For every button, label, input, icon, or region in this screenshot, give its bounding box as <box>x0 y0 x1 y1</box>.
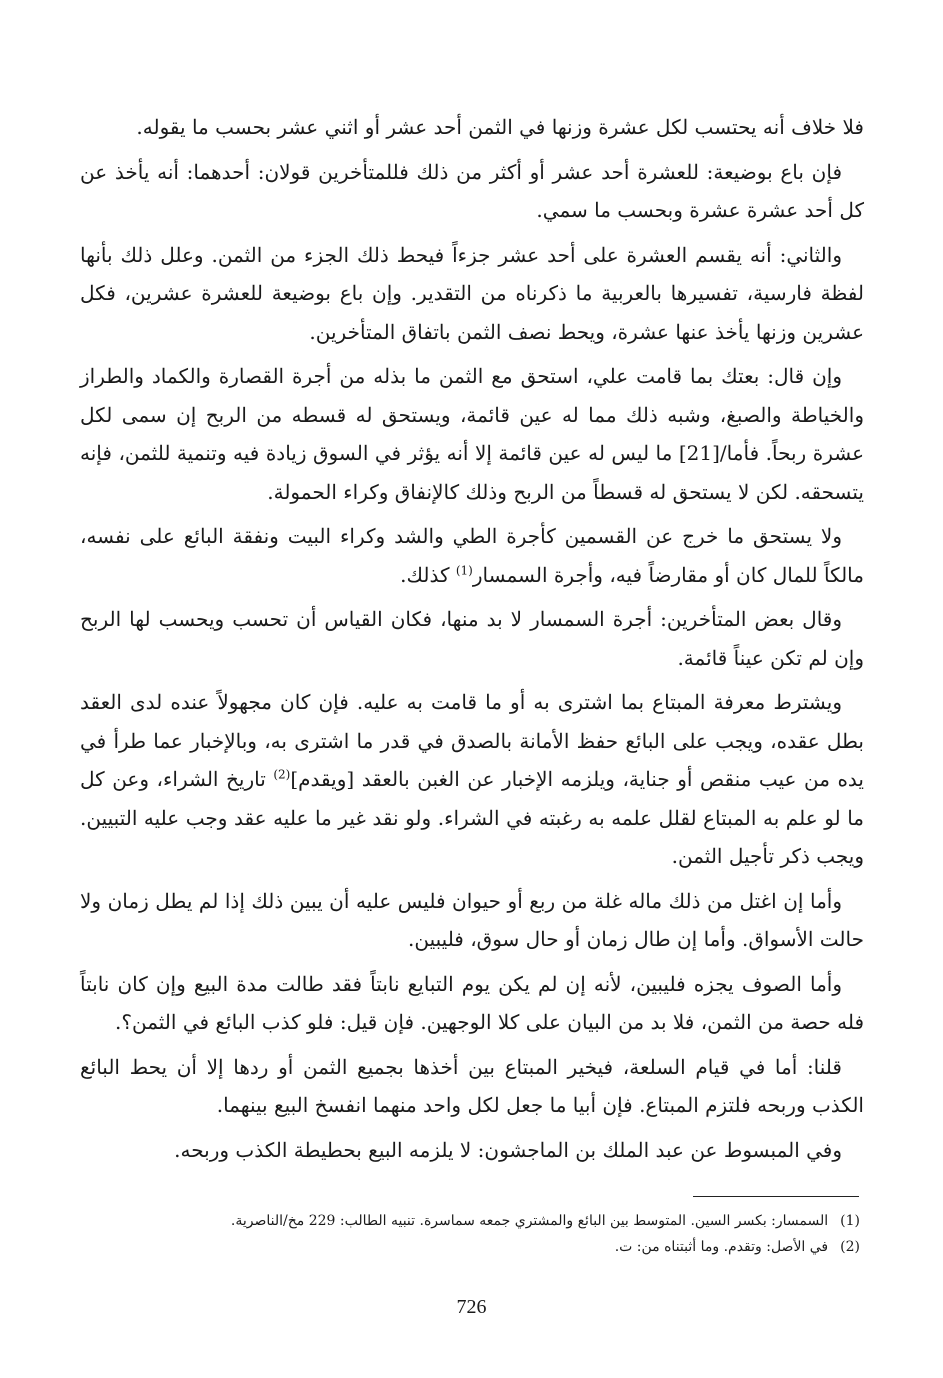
paragraph: وأما إن اغتل من ذلك ماله غلة من ربع أو حيوان فليس عليه أن يبين ذلك إذا لم يطل زمان ولا حالت الأسواق. وأما إن طال زمان أو حال سوق، فليبين. <box>80 888 864 951</box>
footnote-number: (1) <box>840 1213 860 1229</box>
footnote-text: السمسار: بكسر السين. المتوسط بين البائع والمشتري جمعه سماسرة. تنبيه الطالب: 229 مخ/الناصرية. <box>230 1213 829 1229</box>
paragraph: ويشترط معرفة المبتاع بما اشترى به أو ما قامت به عليه. فإن كان مجهولاً عنده لدى العقد بطل عقده، ويجب على البائع حفظ الأمانة بالصدق في قدر ما اشترى به، وبالإخبار عما طرأ في يده من عيب منقص أو جناية، ويلزمه الإخبار عن الغبن بالعقد [ويقدم]$^{(2)}$ تاريخ الشراء، وعن كل ما لو علم به المبتاع لقلل علمه به رغبته في الشراء. ولو نقد غير ما عليه عقد وجب عليه التبيين. ويجب ذكر تأجيل الثمن. <box>80 690 864 868</box>
footnote-divider <box>693 1196 859 1197</box>
paragraph: وأما الصوف يجزه فليبين، لأنه إن لم يكن يوم التبايع نابتاً فقد طالت مدة البيع وإن كان نابتاً فله حصة من الثمن، فلا بد من البيان على كلا الوجهين. فإن قيل: فلو كذب البائع في الثمن؟. <box>80 971 864 1034</box>
footnote <box>100 1234 860 1260</box>
main-text <box>80 108 864 1175</box>
footnotes <box>100 1208 860 1260</box>
paragraph: وفي المبسوط عن عبد الملك بن الماجشون: لا يلزمه البيع بحطيطة الكذب وربحه. <box>174 1137 842 1162</box>
paragraph: ولا يستحق ما خرج عن القسمين كأجرة الطي والشد وكراء البيت ونفقة البائع على نفسه، مالكاً للمال كان أو مقارضاً فيه، وأجرة السمسار$^{(1)}$ كذلك. <box>80 524 864 587</box>
paragraph: فإن باع بوضيعة: للعشرة أحد عشر أو أكثر من ذلك فللمتأخرين قولان: أحدهما: أنه يأخذ عن كل أحد عشرة عشرة وبحسب ما سمي. <box>80 159 864 222</box>
paragraph: والثاني: أنه يقسم العشرة على أحد عشر جزءاً فيحط ذلك الجزء من الثمن. وعلل ذلك بأنها لفظة فارسية، تفسيرها بالعربية ما ذكرناه من التقدير. وإن باع بوضيعة للعشرة عشرين، فكل عشرين وزنها يأخذ عنها عشرة، ويحط نصف الثمن باتفاق المتأخرين. <box>80 242 864 344</box>
paragraph: فلا خلاف أنه يحتسب لكل عشرة وزنها في الثمن أحد عشر أو اثني عشر بحسب ما يقوله. <box>136 115 864 139</box>
page-number: 726 <box>456 1296 487 1318</box>
footnote-marker: (1) <box>455 562 473 577</box>
footnote-marker: (2) <box>273 767 291 782</box>
footnote-number: (2) <box>840 1239 860 1255</box>
paragraph: وإن قال: بعتك بما قامت علي، استحق مع الثمن ما بذله من أجرة القصارة والكماد والطراز والخياطة والصبغ، وشبه ذلك مما له عين قائمة، ويستحق له قسطه من الربح إن سمى لكل عشرة ربحاً. فأما/[21] ما ليس له عين قائمة إلا أنه يؤثر في السوق زيادة فيه وتنمية للثمن، فإنه يتسحقه. لكن لا يستحق له قسطاً من الربح وذلك كالإنفاق وكراء الحمولة. <box>80 364 865 504</box>
footnote-text: في الأصل: وتقدم. وما أثبتناه من: ت. <box>614 1239 829 1255</box>
footnote <box>100 1208 860 1234</box>
paragraph: قلنا: أما في قيام السلعة، فيخير المبتاع بين أخذها بجميع الثمن أو ردها إلا أن يحط البائع الكذب وربحه فلتزم المبتاع. فإن أبيا ما جعل لكل واحد منهما انفسخ البيع بينهما. <box>80 1054 864 1117</box>
paragraph: وقال بعض المتأخرين: أجرة السمسار لا بد منها، فكان القياس أن تحسب ويحسب لها الربح وإن لم تكن عيناً قائمة. <box>80 607 864 670</box>
